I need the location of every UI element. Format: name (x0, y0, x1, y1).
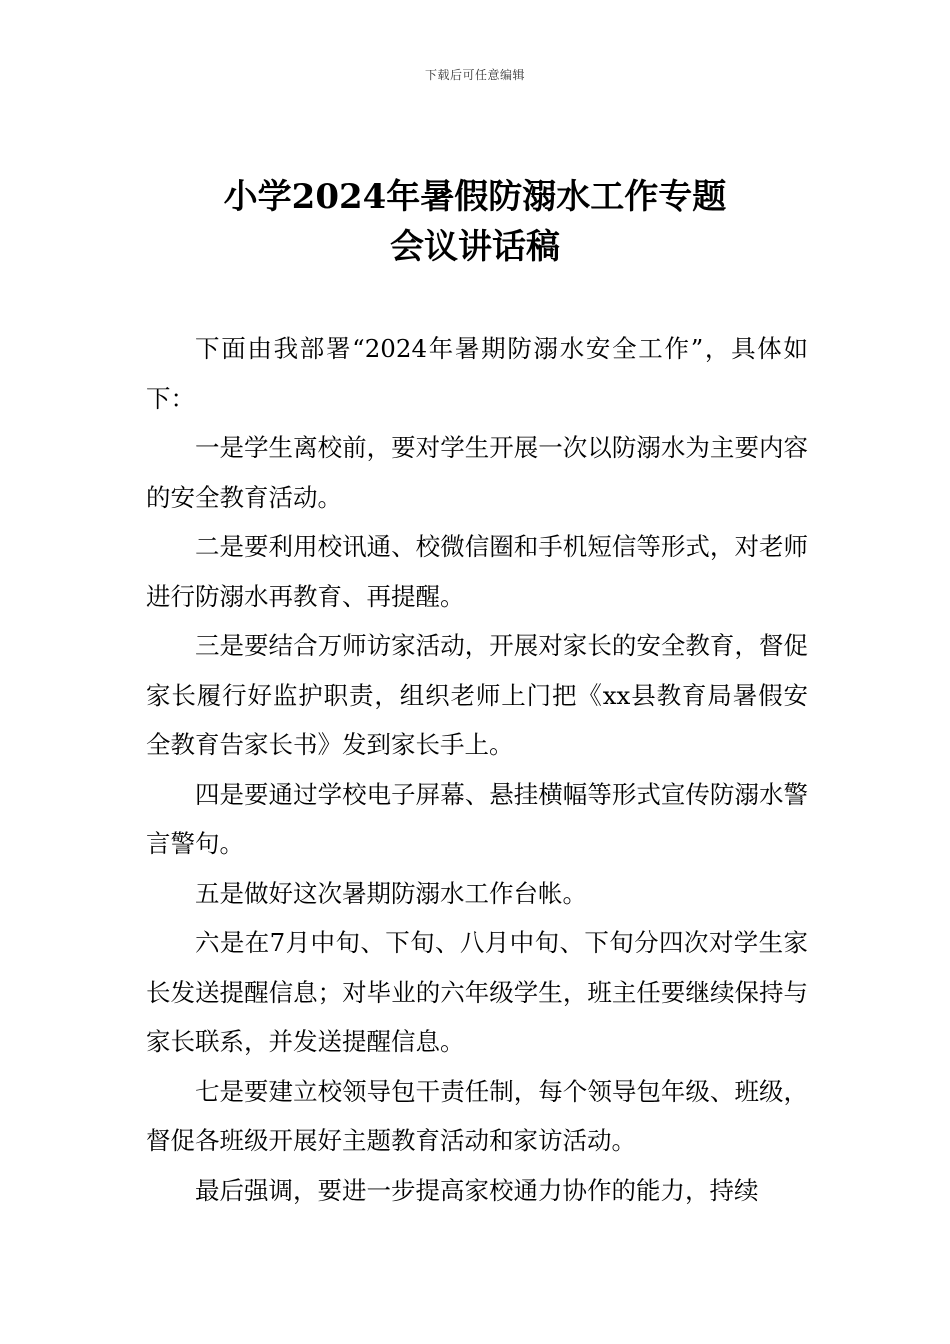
document-body (146, 324, 808, 1215)
header-note: 下载后可任意编辑 (424, 68, 525, 82)
title-line-2: 会议讲话稿 (390, 227, 560, 267)
paragraph: 七是要建立校领导包干责任制，每个领导包年级、班级，督促各班级开展好主题教育活动和家访活动。 (146, 1076, 808, 1155)
paragraph: 一是学生离校前，要对学生开展一次以防溺水为主要内容的安全教育活动。 (146, 433, 808, 512)
paragraph: 下面由我部署“2024年暑期防溺水安全工作”，具体如下： (146, 334, 808, 413)
paragraph: 二是要利用校讯通、校微信圈和手机短信等形式，对老师进行防溺水再教育、再提醒。 (146, 532, 808, 611)
paragraph: 四是要通过学校电子屏幕、悬挂横幅等形式宣传防溺水警言警句。 (146, 779, 808, 858)
paragraph: 最后强调，要进一步提高家校通力协作的能力，持续 (195, 1175, 759, 1205)
title-line-1: 小学2024年暑假防溺水工作专题 (223, 177, 727, 217)
paragraph: 六是在7月中旬、下旬、八月中旬、下旬分四次对学生家长发送提醒信息；对毕业的六年级学生，班主任要继续保持与家长联系，并发送提醒信息。 (146, 928, 808, 1056)
document-title (0, 172, 950, 272)
paragraph: 五是做好这次暑期防溺水工作台帐。 (195, 878, 587, 908)
paragraph: 三是要结合万师访家活动，开展对家长的安全教育，督促家长履行好监护职责，组织老师上门把《xx县教育局暑假安全教育告家长书》发到家长手上。 (146, 631, 808, 759)
